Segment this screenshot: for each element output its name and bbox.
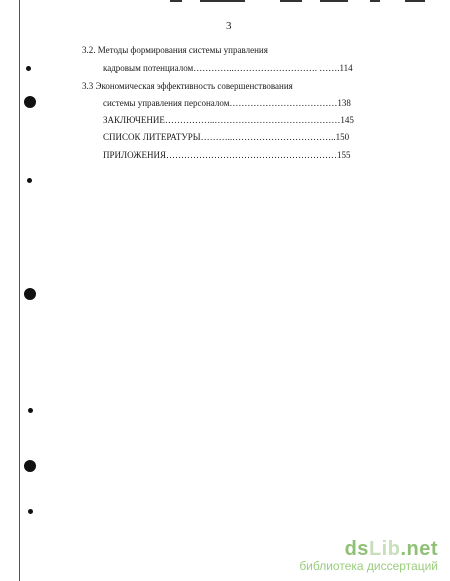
punch-hole-mark xyxy=(26,66,31,71)
scan-edge-marks xyxy=(170,0,430,3)
punch-hole-mark xyxy=(24,288,36,300)
toc-entry-3-3-page: системы управления персоналом………………………………138 xyxy=(103,98,351,108)
punch-hole-mark xyxy=(24,460,36,472)
toc-entry-references: СПИСОК ЛИТЕРАТУРЫ………..……………………………..150 xyxy=(103,132,350,142)
logo-net: .net xyxy=(400,538,438,560)
page-number: 3 xyxy=(226,20,232,32)
watermark xyxy=(299,538,438,573)
logo-lib: Lib xyxy=(368,538,401,560)
punch-hole-mark xyxy=(27,178,32,183)
punch-hole-mark xyxy=(28,509,33,514)
punch-hole-mark xyxy=(28,408,33,413)
logo-ds: ds xyxy=(344,538,369,560)
toc-entry-3-2-title: 3.2. Методы формирования системы управления xyxy=(82,45,268,55)
toc-entry-3-3-title: 3.3 Экономическая эффективность совершенствования xyxy=(82,81,293,91)
toc-entry-conclusion: ЗАКЛЮЧЕНИЕ……………..……………………………………145 xyxy=(103,115,354,125)
watermark-logo[interactable] xyxy=(299,538,438,561)
punch-hole-mark xyxy=(24,96,36,108)
toc-entry-3-2-page: кадровым потенциалом…………..………………………. …….114 xyxy=(103,63,353,73)
toc-entry-appendices: ПРИЛОЖЕНИЯ…………………………………………………155 xyxy=(103,150,351,160)
scan-margin-line xyxy=(19,0,20,581)
watermark-subtitle: библиотека диссертаций xyxy=(299,559,438,573)
